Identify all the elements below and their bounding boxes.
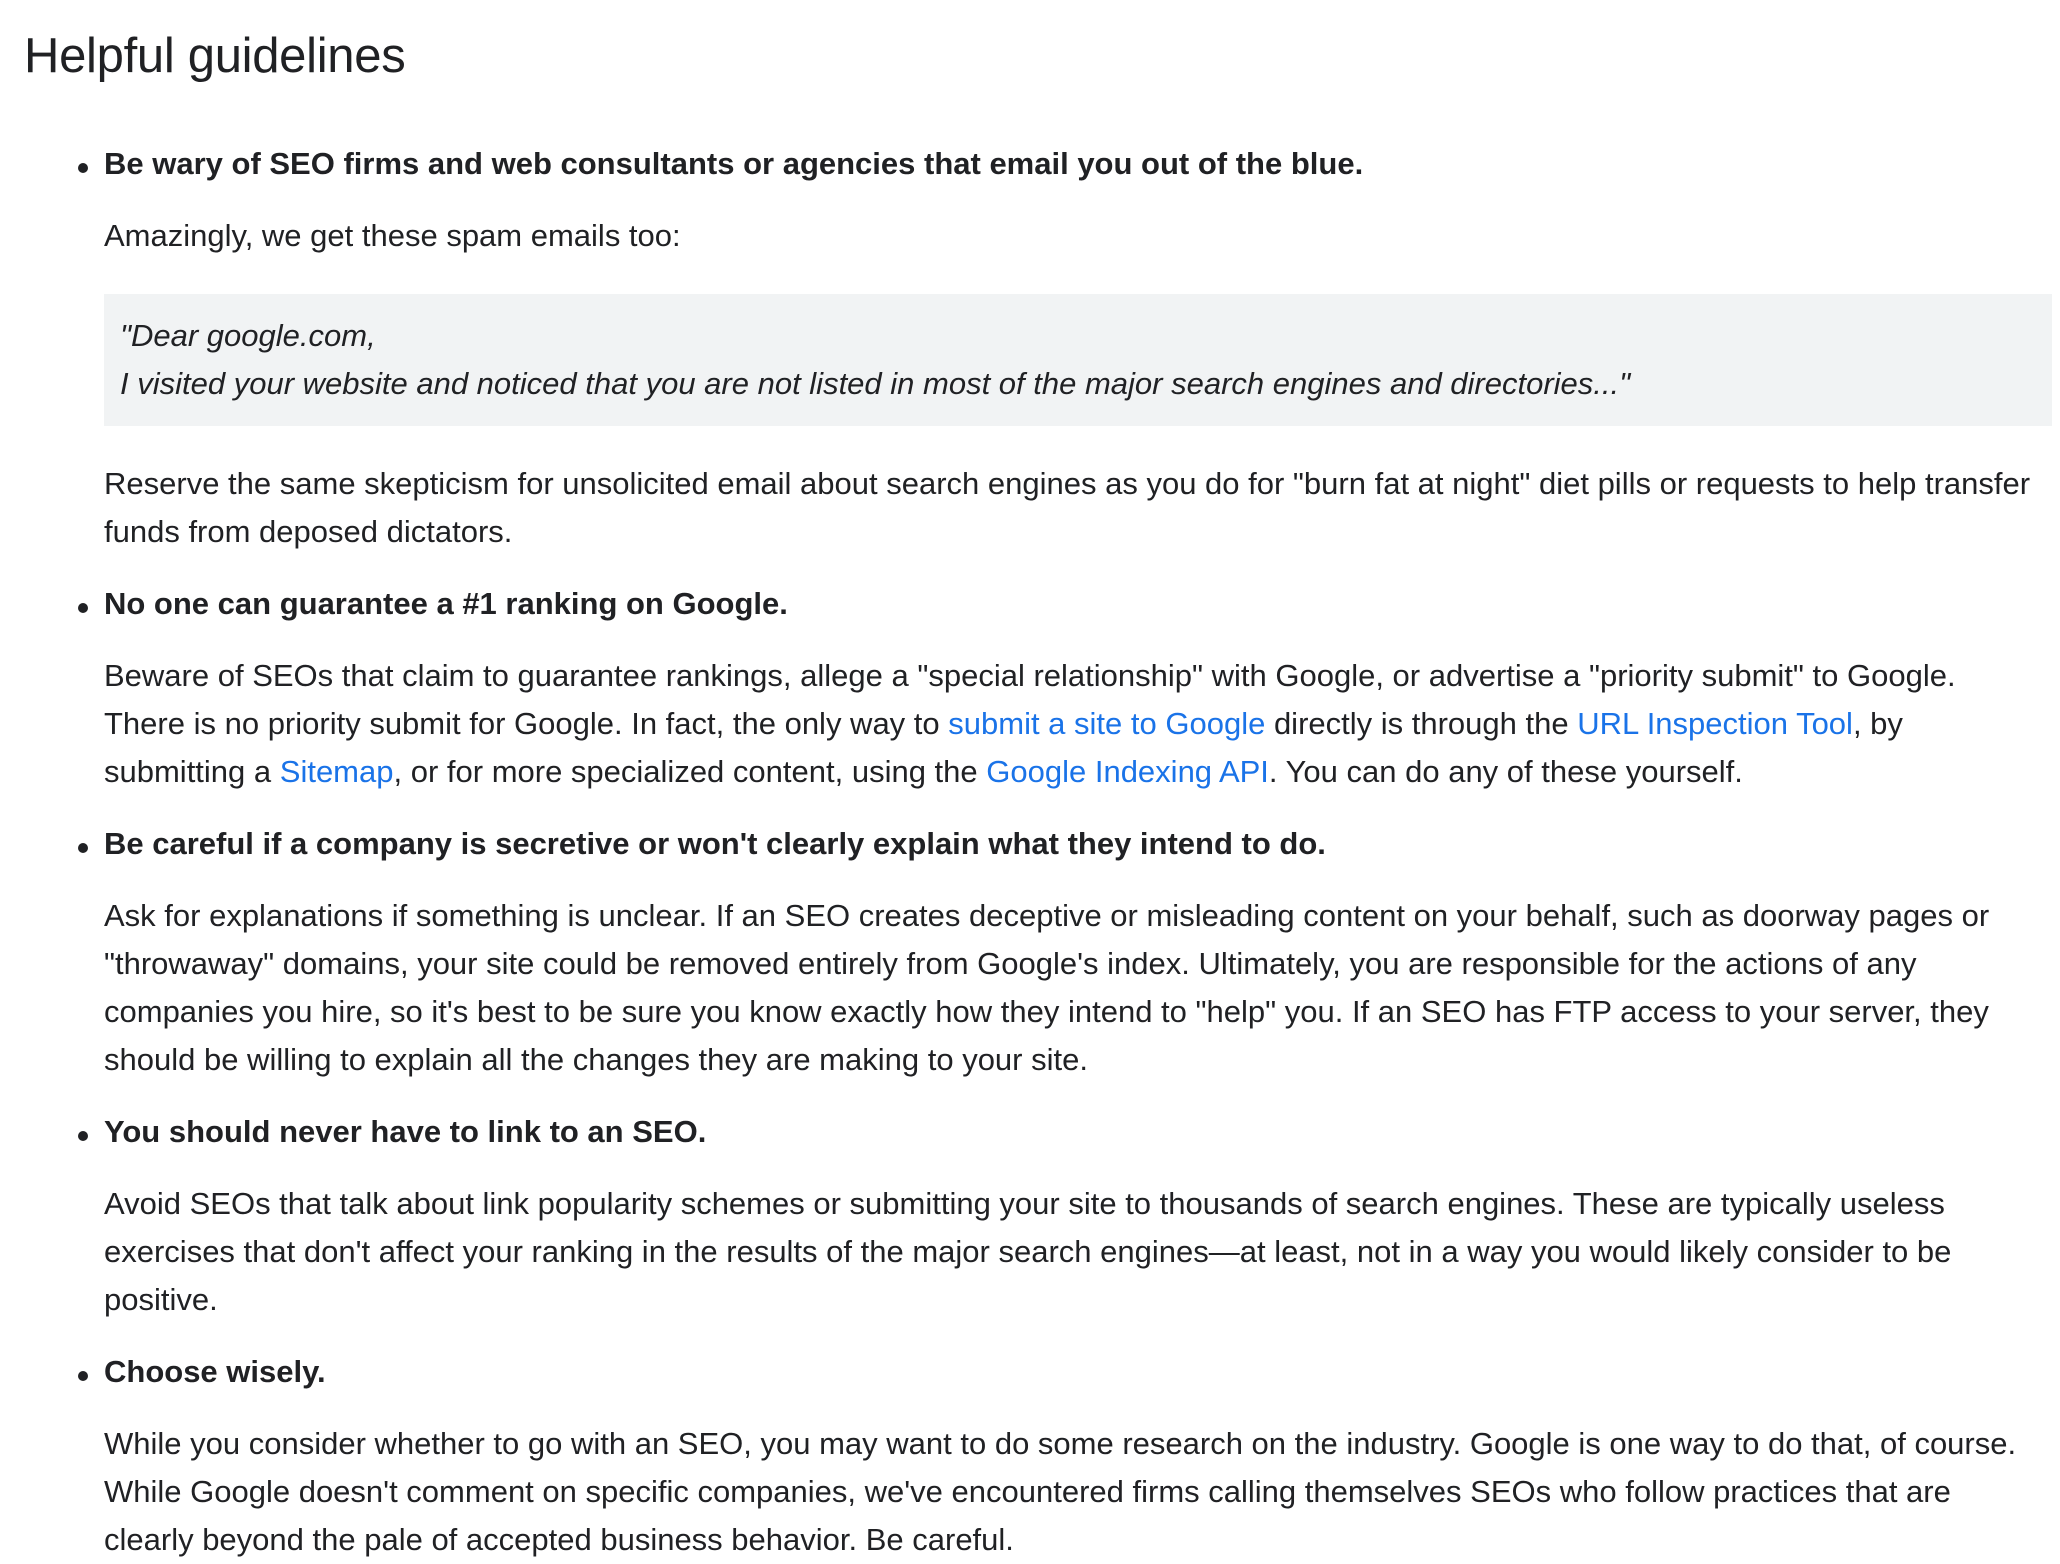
bullet-icon [78, 163, 88, 173]
body-text: . You can do any of these yourself. [1268, 754, 1743, 789]
guideline-body [104, 652, 2036, 796]
guideline-body: Ask for explanations if something is unclear. If an SEO creates deceptive or misleading content on your behalf, such as doorway pages or "throwaway" domains, your site could be removed entirely from Google's index. Ultimately, you are responsible for the actions of any companies you hire, so it's best to be sure you know exactly how they intend to "help" you. If an SEO has FTP access to your server, they should be willing to explain all the changes they are making to your site. [104, 898, 1990, 1077]
bullet-icon [78, 603, 88, 613]
guideline-item [104, 580, 2036, 796]
guideline-intro: Amazingly, we get these spam emails too: [104, 218, 681, 253]
bullet-icon [78, 1371, 88, 1381]
guideline-item [104, 1108, 2036, 1324]
google-indexing-api-link[interactable]: Google Indexing API [986, 754, 1269, 789]
quote-line: I visited your website and noticed that you are not listed in most of the major search engines and directories..." [120, 366, 1631, 401]
guideline-heading: Be careful if a company is secretive or won't clearly explain what they intend to do. [104, 826, 1326, 861]
guideline-body: Avoid SEOs that talk about link popularity schemes or submitting your site to thousands of search engines. These are typically useless exercises that don't affect your ranking in the results of the major search engines—at least, not in a way you would likely consider to be positive. [104, 1186, 1952, 1317]
guideline-item [104, 140, 2036, 556]
guideline-heading: Choose wisely. [104, 1354, 326, 1389]
url-inspection-tool-link[interactable]: URL Inspection Tool [1577, 706, 1853, 741]
body-text: , or for more specialized content, using the [393, 754, 987, 789]
guideline-heading: Be wary of SEO firms and web consultants or agencies that email you out of the blue. [104, 146, 1364, 181]
guideline-item [104, 1348, 2036, 1564]
guideline-heading: You should never have to link to an SEO. [104, 1114, 707, 1149]
guideline-body: While you consider whether to go with an SEO, you may want to do some research on the industry. Google is one way to do that, of course. While Google doesn't comment on specific companies, we've encountered firms calling themselves SEOs who follow practices that are clearly beyond the pale of accepted business behavior. Be careful. [104, 1426, 2017, 1557]
body-text: , by submitting a [104, 706, 1903, 789]
bullet-icon [78, 1131, 88, 1141]
bullet-icon [78, 843, 88, 853]
body-text: directly is through the [1265, 706, 1578, 741]
guideline-heading: No one can guarantee a #1 ranking on Google. [104, 586, 788, 621]
page-title: Helpful guidelines [24, 29, 406, 83]
submit-site-link[interactable]: submit a site to Google [948, 706, 1266, 741]
spam-email-quote [104, 294, 2052, 426]
guidelines-list [24, 140, 2036, 1564]
quote-line: "Dear google.com, [120, 318, 376, 353]
sitemap-link[interactable]: Sitemap [279, 754, 394, 789]
guideline-body: Reserve the same skepticism for unsolicited email about search engines as you do for "burn fat at night" diet pills or requests to help transfer funds from deposed dictators. [104, 466, 2031, 549]
guideline-item [104, 820, 2036, 1084]
body-text: Beware of SEOs that claim to guarantee rankings, allege a "special relationship" with Google, or advertise a "priority submit" to Google. There is no priority submit for Google. In fact, the only way to [104, 658, 1956, 741]
